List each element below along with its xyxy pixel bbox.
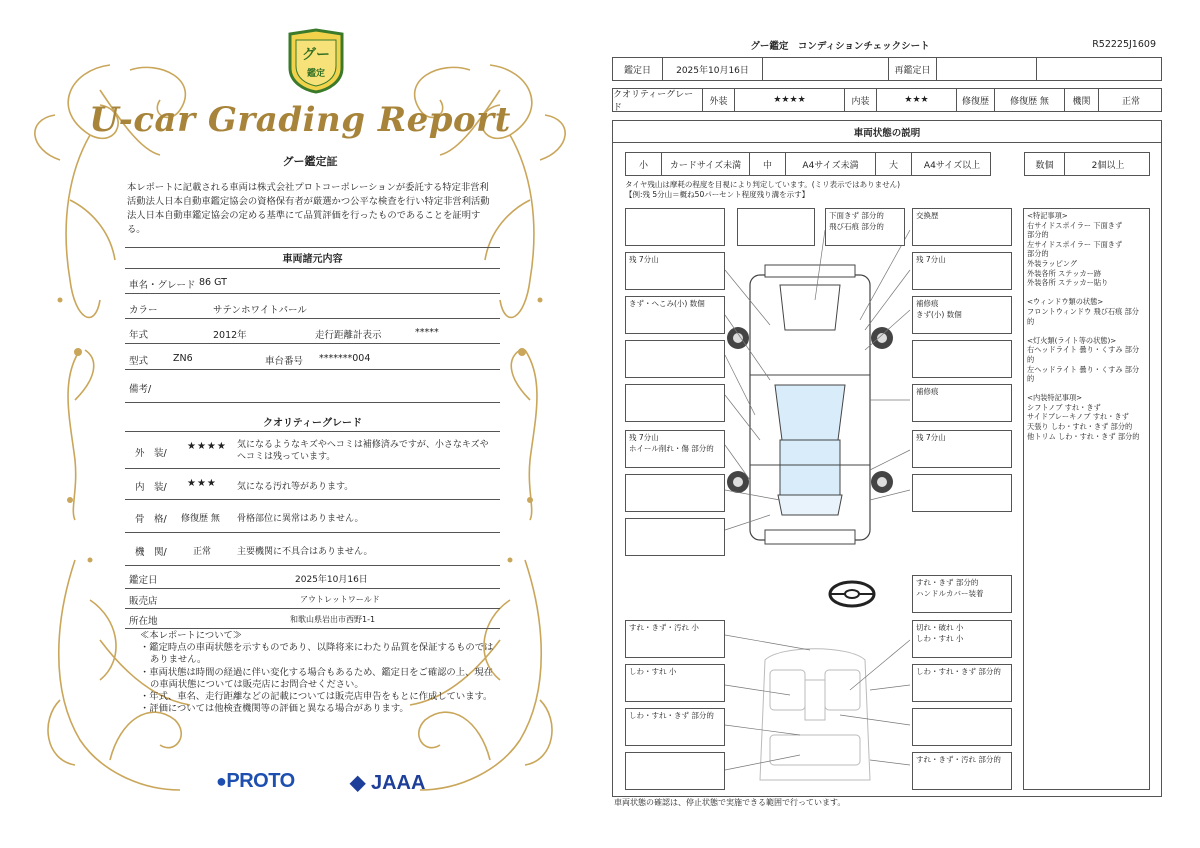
engine-label: 機関: [1065, 89, 1099, 111]
location-label: 所在地: [129, 616, 158, 627]
int-label: 内装: [845, 89, 877, 111]
model-value: ZN6: [173, 353, 193, 364]
special-note-line: 部分的: [1027, 230, 1049, 240]
damage-box-front-left: きず・へこみ(小) 数個: [625, 296, 725, 334]
notes-title: ≪本レポートについて≫: [140, 630, 243, 641]
location-value: 和歌山県岩出市西野1-1: [290, 615, 376, 624]
special-note-line: [1027, 288, 1146, 298]
special-notes-list: [1027, 211, 1146, 441]
info-row-dealer: [125, 590, 500, 609]
chassis-value: *******004: [319, 353, 371, 364]
quality-title: クオリティーグレード: [263, 418, 362, 429]
spec-row-remarks: [125, 371, 500, 403]
size-medium-desc: A4サイズ未満: [786, 153, 876, 175]
date-value: 2025年10月16日: [295, 575, 368, 585]
ext-value: ★★★★: [735, 89, 845, 111]
special-note-line: <特記事項>: [1027, 211, 1068, 220]
jaaa-logo: [350, 770, 425, 795]
interior-box-2: しわ・すれ 小: [625, 664, 725, 702]
date-value: 2025年10月16日: [663, 58, 763, 80]
ext-label: 外装: [703, 89, 735, 111]
special-note-line: 天張り しわ・すれ・きず 部分的: [1027, 422, 1133, 432]
count-desc: 2個以上: [1091, 160, 1125, 171]
interior-box-3: しわ・すれ・きず 部分的: [625, 708, 725, 746]
interior-box-r4: すれ・きず・汚れ 部分的: [912, 752, 1012, 790]
model-label: 型式: [129, 356, 149, 367]
special-note-line: 外装ラッピング: [1027, 258, 1078, 268]
size-medium-label: 中: [750, 153, 786, 175]
damage-box: [912, 708, 1012, 746]
spec-title: 車両諸元内容: [282, 254, 343, 265]
remarks-label: 備考/: [129, 384, 152, 395]
grade-label: クオリティーグレード: [613, 89, 703, 111]
repair-label: 修復歴: [957, 89, 995, 111]
engine-value: 正常: [1121, 96, 1140, 107]
tire-box-front-left: 残 7分山: [625, 252, 725, 290]
condition-check-sheet: [600, 0, 1200, 848]
damage-box: [912, 474, 1012, 512]
spec-row-model: [125, 345, 500, 370]
tire-box-rear-right: 残 7分山: [912, 430, 1012, 468]
year-value: 2012年: [213, 330, 247, 341]
proto-logo: [216, 770, 295, 793]
damage-box-top-right: 交換歴: [912, 208, 1012, 246]
note-item: ・車両状態は時間の経過に伴い変化する場合もあるため、鑑定日をご確認の上、現在の車両状態については販売店にお問合せください。: [140, 666, 493, 690]
repair-value: 修復歴 無: [995, 89, 1065, 111]
year-label: 年式: [129, 330, 149, 341]
divider: [125, 247, 500, 248]
exterior-text: 気になるようなキズやヘコミは補修済みですが、小さなキズやヘコミは残っています。: [237, 440, 489, 462]
report-title: U-car Grading Report: [89, 100, 511, 140]
chassis-label: 車台番号: [265, 356, 304, 367]
special-note-line: 右ヘッドライト 曇り・くすみ 部分的: [1027, 345, 1140, 364]
exterior-stars: ★★★★: [187, 441, 227, 452]
damage-box: [625, 340, 725, 378]
special-note-line: <灯火類(ライト等の状態)>: [1027, 335, 1117, 345]
proto-mark-icon: ●: [216, 771, 227, 791]
special-note-line: 外装各所 ステッカー跡: [1027, 268, 1102, 278]
engine-label: 機 関/: [135, 547, 167, 558]
section-title: 車両状態の説明: [613, 121, 1161, 143]
logo-text-top: グー: [302, 47, 330, 63]
name-label: 車名・グレード: [129, 280, 196, 291]
info-row-date: [125, 567, 500, 589]
special-note-line: <ウィンドウ類の状態>: [1027, 297, 1104, 307]
special-note-line: 左サイドスポイラー 下面きず: [1027, 239, 1123, 249]
special-note-line: <内装特記事項>: [1027, 393, 1083, 403]
goo-kantei-logo: [286, 28, 346, 94]
date-label: 鑑定日: [613, 58, 663, 80]
tire-box-rear-left: 残 7分山 ホイール削れ・傷 部分的: [625, 430, 725, 468]
engine-value: 正常: [193, 547, 212, 557]
logo-text-bottom: 鑑定: [306, 69, 326, 79]
sheet-code: R52225J1609: [1092, 39, 1156, 50]
mileage-label: 走行距離計表示: [315, 330, 382, 341]
dealer-value: アウトレットワールド: [300, 595, 380, 604]
interior-label: 内 装/: [135, 482, 167, 493]
mileage-value: *****: [415, 327, 439, 338]
interior-box-r1: 切れ・破れ 小 しわ・すれ 小: [912, 620, 1012, 658]
int-value: ★★★: [877, 89, 957, 111]
special-note-line: 他トリム しわ・すれ・きず 部分的: [1027, 431, 1140, 441]
jaaa-text: JAAA: [370, 772, 426, 794]
exterior-label: 外 装/: [135, 448, 167, 459]
size-large-desc: A4サイズ以上: [923, 160, 981, 171]
spec-row-color: [125, 295, 500, 319]
note-item: ・鑑定時点の車両状態を示すものであり、以降将来にわたり品質を保証するものではありません。: [140, 642, 494, 666]
interior-box-r2: しわ・すれ・きず 部分的: [912, 664, 1012, 702]
color-label: カラー: [129, 305, 158, 316]
count-label: 数個: [1025, 153, 1065, 175]
special-note-line: [1027, 326, 1146, 336]
spec-row-name: [125, 270, 500, 294]
tire-note-2: 【例:残 5分山＝概ね50パーセント程度残り溝を示す】: [625, 190, 810, 199]
size-small-desc: カードサイズ未満: [662, 153, 750, 175]
quality-row-frame: [125, 501, 500, 533]
frame-text: 骨格部位に異常はありません。: [237, 514, 364, 524]
tire-box-front-right: 残 7分山: [912, 252, 1012, 290]
size-large-label: 大: [876, 153, 912, 175]
damage-box: [912, 340, 1012, 378]
note-item: ・年式、車名、走行距離などの記載については販売店申告をもとに作成しています。: [140, 691, 493, 703]
damage-box: [625, 384, 725, 422]
divider: [125, 431, 500, 432]
damage-box-top-mid: 下面きず 部分的 飛び石痕 部分的: [825, 208, 905, 246]
interior-box-1: すれ・きず・汚れ 小: [625, 620, 725, 658]
damage-box: [625, 518, 725, 556]
damage-box: [737, 208, 815, 246]
info-row-location: [125, 610, 500, 629]
special-note-line: 部分的: [1027, 249, 1049, 259]
divider: [125, 268, 500, 269]
size-small-label: 小: [626, 153, 662, 175]
cert-title: グー鑑定証: [282, 155, 338, 168]
quality-row-exterior: [125, 433, 500, 469]
name-value: 86 GT: [199, 277, 227, 288]
frame-value: 修復歴 無: [181, 514, 220, 524]
quality-row-interior: [125, 470, 500, 500]
sheet-footer: 車両状態の確認は、停止状態で実施できる範囲で行っています。: [614, 798, 846, 807]
sheet-header: グー鑑定 コンディションチェックシート: [750, 41, 930, 52]
steering-box: すれ・きず 部分的 ハンドルカバー装着: [912, 575, 1012, 613]
interior-stars: ★★★: [187, 478, 217, 489]
special-note-line: サイドブレーキノブ すれ・きず: [1027, 412, 1129, 422]
report-notes: [140, 630, 500, 715]
jaaa-mark-icon: ◆: [350, 772, 366, 794]
special-note-line: フロントウィンドウ 飛び石痕 部分的: [1027, 306, 1139, 326]
damage-box: [625, 474, 725, 512]
special-note-line: 左ヘッドライト 曇り・くすみ 部分的: [1027, 364, 1140, 384]
proto-text: PROTO: [226, 770, 295, 792]
damage-box-mid-right: 補修痕: [912, 384, 1012, 422]
cert-body: 本レポートに記載される車両は株式会社プロトコーポレーションが委託する特定非営利活動法人日本自動車鑑定協会の資格保有者が厳選かつ公平な検査を行い特定非営利活動法人日本自動車鑑定協会の定める基準にて品質評価を行ったものであることを証明する。: [127, 182, 490, 235]
damage-box: [625, 208, 725, 246]
damage-box-front-right: 補修痕 きず(小) 数個: [912, 296, 1012, 334]
quality-row-engine: [125, 534, 500, 566]
frame-label: 骨 格/: [135, 514, 167, 525]
tire-note-1: タイヤ残山は摩耗の程度を目視により判定しています。(ミリ表示ではありません): [625, 180, 901, 189]
special-note-line: 右サイドスポイラー 下面きず: [1027, 220, 1123, 230]
color-value: サテンホワイトパール: [213, 305, 307, 316]
special-note-line: シフトノブ すれ・きず: [1027, 402, 1101, 412]
special-note-line: 外装各所 ステッカー貼り: [1027, 278, 1109, 288]
note-item: ・評価については他検査機関等の評価と異なる場合があります。: [140, 703, 409, 715]
dealer-label: 販売店: [129, 596, 158, 607]
special-note-line: [1027, 384, 1146, 394]
date-label: 鑑定日: [129, 575, 158, 586]
engine-text: 主要機関に不具合はありません。: [237, 547, 373, 557]
spec-row-year: [125, 320, 500, 344]
special-notes-box: [1023, 208, 1150, 790]
reinspect-label: 再鑑定日: [889, 58, 937, 80]
interior-text: 気になる汚れ等があります。: [237, 482, 354, 492]
damage-box: [625, 752, 725, 790]
